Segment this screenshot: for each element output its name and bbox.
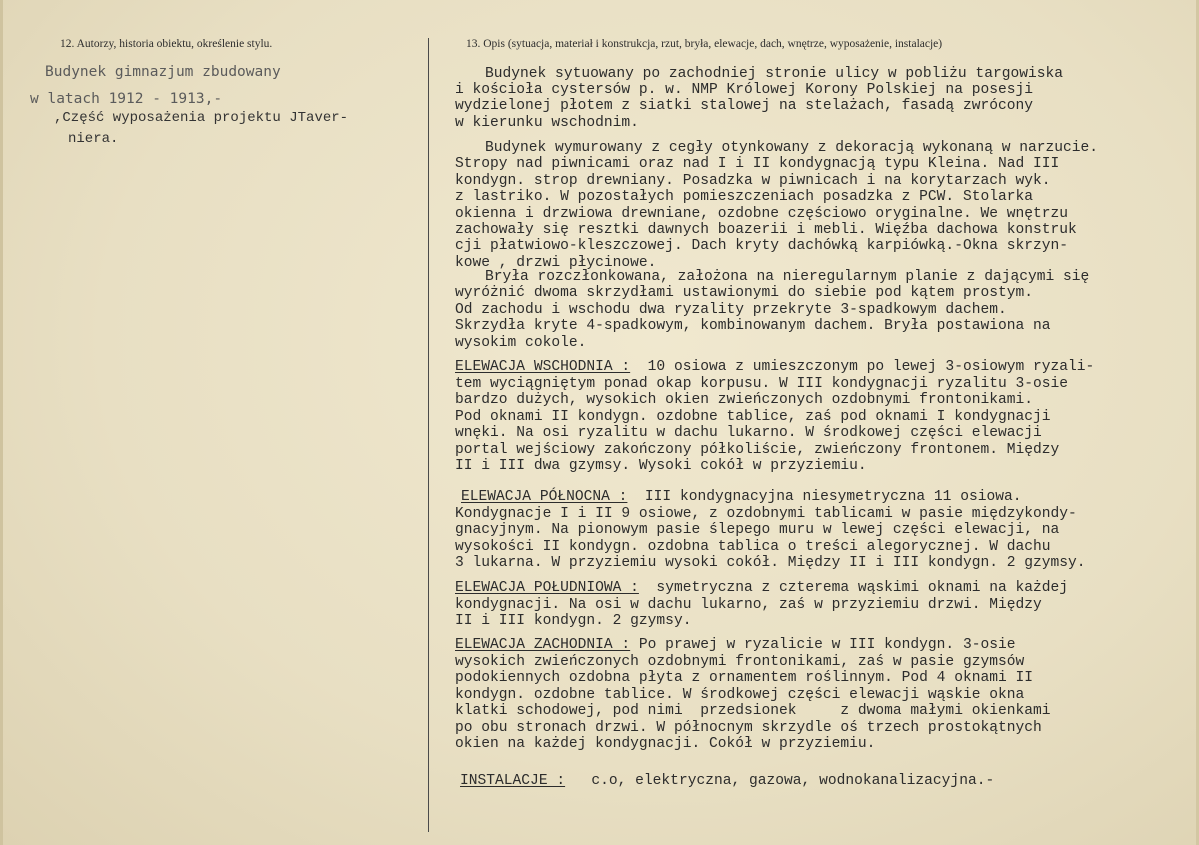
handwritten-line-2: w latach 1912 - 1913,- <box>30 91 223 107</box>
polnocna-line: gnacyjnym. Na pionowym pasie ślepego muru w lewej części elewacji, na <box>455 522 1060 539</box>
wschodnia-line: wnęki. Na osi ryzalitu w dachu lukarno. W środkowej części elewacji <box>455 425 1042 442</box>
polnocna-line: 3 lukarna. W przyziemiu wysoki cokół. Między II i III kondygn. 2 gzymsy. <box>455 555 1086 572</box>
p2-line: zachowały się resztki dawnych boazerii i mebli. Więźba dachowa konstruk <box>455 222 1077 238</box>
p3-line: Skrzydła kryte 4-spadkowym, kombinowanym dachem. Bryła postawiona na <box>455 318 1051 335</box>
elevation-west-heading: ELEWACJA ZACHODNIA : <box>455 637 631 653</box>
elevation-west-line-first <box>455 637 1016 653</box>
elevation-south-heading: ELEWACJA POŁUDNIOWA : <box>455 580 639 596</box>
elevation-east-first-text: 10 osiowa z umieszczonym po lewej 3-osiowym ryzali- <box>630 359 1095 375</box>
wschodnia-line: bardzo dużych, wysokich okien zwieńczonych ozdobnymi frontonikami. <box>455 392 1034 409</box>
wschodnia-line: tem wyciągniętym ponad okap korpusu. W III kondygnacji ryzalitu 3-osie <box>455 376 1069 392</box>
p2-line: Stropy nad piwnicami oraz nad I i II kondygnacją typu Kleina. Nad III <box>455 156 1060 173</box>
elevation-north-line-first <box>461 489 1022 505</box>
typed-note-line-1: ,Część wyposażenia projektu JTaver- <box>54 110 349 126</box>
polnocna-line: wysokości II kondygn. ozdobna tablica o treści alegorycznej. W dachu <box>455 538 1051 555</box>
section-13-header: 13. Opis (sytuacja, materiał i konstrukcja, rzut, bryła, elewacje, dach, wnętrze, wyposażenie, instalacje) <box>466 38 943 50</box>
zachodnia-line: kondygn. ozdobne tablice. W środkowej części elewacji wąskie okna <box>455 686 1025 703</box>
p3-line: wyróżnić dwoma skrzydłami ustawionymi do siebie pod kątem prostym. <box>455 285 1034 302</box>
wschodnia-line: Pod oknami II kondygn. ozdobne tablice, zaś pod oknami I kondygnacji <box>455 408 1051 425</box>
column-divider <box>428 38 429 832</box>
p1-line: i kościoła cystersów p. w. NMP Królowej Korony Polskiej na posesji <box>455 82 1034 98</box>
poludniowa-line: kondygnacji. Na osi w dachu lukarno, zaś w przyziemiu drzwi. Między <box>455 597 1042 613</box>
installations-line <box>460 773 994 789</box>
polnocna-line: Kondygnacje I i II 9 osiowe, z ozdobnymi tablicami w pasie międzykondy- <box>455 506 1077 522</box>
p3-line: Bryła rozczłonkowana, założona na nieregularnym planie z dającymi się <box>485 269 1090 285</box>
p1-line: Budynek sytuowany po zachodniej stronie ulicy w pobliżu targowiska <box>485 66 1064 82</box>
p2-line: z lastriko. W pozostałych pomieszczeniach posadzka z PCW. Stolarka <box>455 189 1034 206</box>
p2-line: kowe , drzwi płycinowe. <box>455 254 657 271</box>
wschodnia-line: II i III dwa gzymsy. Wysoki cokół w przyziemiu. <box>455 458 867 474</box>
zachodnia-line: wysokich zwieńczonych ozdobnymi frontonikami, zaś w pasie gzymsów <box>455 654 1025 670</box>
elevation-west-first-text: Po prawej w ryzalicie w III kondygn. 3-osie <box>630 637 1016 653</box>
p3-line: wysokim cokole. <box>455 334 587 351</box>
elevation-south-first-text: symetryczna z czterema wąskimi oknami na każdej <box>638 580 1069 596</box>
zachodnia-line: podokiennych ozdobna płyta z ornamentem roślinnym. Pod 4 oknami II <box>455 670 1034 687</box>
p3-line: Od zachodu i wschodu dwa ryzality przekryte 3-spadkowym dachem. <box>455 301 1007 318</box>
elevation-east-heading: ELEWACJA WSCHODNIA : <box>455 359 631 375</box>
zachodnia-line: klatki schodowej, pod nimi przedsionek z dwoma małymi okienkami <box>455 703 1051 720</box>
elevation-north-first-text: III kondygnacyjna niesymetryczna 11 osiowa. <box>627 489 1022 505</box>
p2-line: okienna i drzwiowa drewniane, ozdobne częściowo oryginalne. We wnętrzu <box>455 205 1069 222</box>
zachodnia-line: po obu stronach drzwi. W północnym skrzydle oś trzech prostokątnych <box>455 719 1042 736</box>
p2-line: cji płatwiowo-kleszczowej. Dach kryty dachówką karpiówką.-Okna skrzyn- <box>455 238 1069 255</box>
p1-line: w kierunku wschodnim. <box>455 115 639 131</box>
typed-note-line-2: niera. <box>68 131 119 147</box>
poludniowa-line: II i III kondygn. 2 gzymsy. <box>455 613 692 630</box>
section-12-header: 12. Autorzy, historia obiektu, określenie stylu. <box>60 38 273 50</box>
p2-line: kondygn. strop drewniany. Posadzka w piwnicach i na korytarzach wyk. <box>455 172 1051 189</box>
p2-line: Budynek wymurowany z cegły otynkowany z dekoracją wykonaną w narzucie. <box>485 140 1099 156</box>
handwritten-line-1: Budynek gimnazjum zbudowany <box>45 64 281 80</box>
zachodnia-line: okien na każdej kondygnacji. Cokół w przyziemiu. <box>455 736 876 752</box>
elevation-north-heading: ELEWACJA PÓŁNOCNA : <box>461 489 628 505</box>
elevation-south-line-first <box>455 580 1068 596</box>
installations-heading: INSTALACJE : <box>460 773 566 789</box>
wschodnia-line: portal wejściowy zakończony półkoliście, zwieńczony frontonem. Między <box>455 441 1060 458</box>
elevation-east-line-first <box>455 359 1094 375</box>
p1-line: wydzielonej płotem z siatki stalowej na stelażach, fasadą zwrócony <box>455 98 1034 114</box>
installations-value: c.o, elektryczna, gazowa, wodnokanalizacyjna.- <box>565 773 995 789</box>
